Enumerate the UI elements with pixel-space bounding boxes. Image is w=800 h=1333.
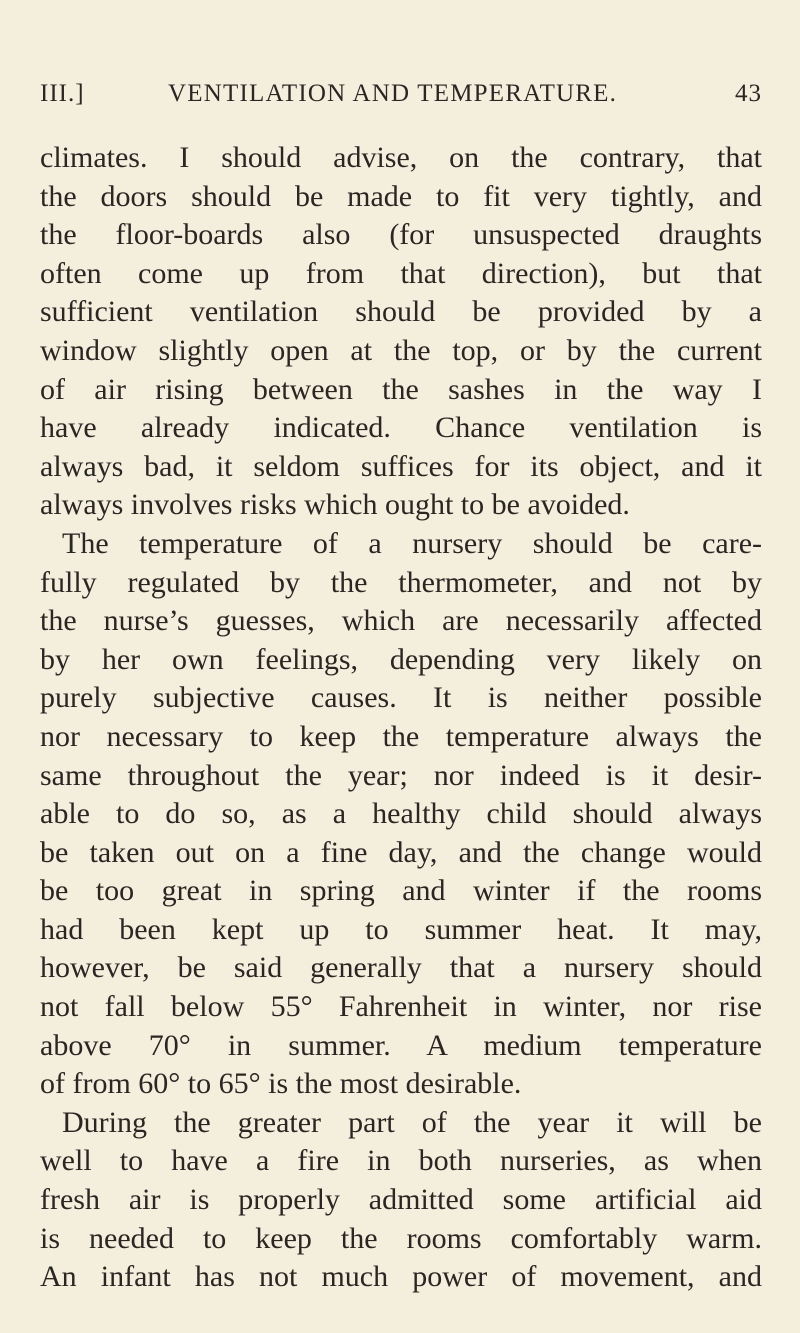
paragraph-start-line: The temperature of a nursery should be care- xyxy=(62,526,762,560)
text-line: able to do so, as a healthy child should always xyxy=(40,797,762,831)
text-line: same throughout the year; nor indeed is it desir- xyxy=(40,758,762,792)
text-line: nor necessary to keep the temperature always the xyxy=(40,719,762,753)
text-line: of air rising between the sashes in the way I xyxy=(40,372,762,406)
text-line: however, be said generally that a nursery should xyxy=(40,951,762,985)
text-line: sufficient ventilation should be provided by a xyxy=(40,295,762,329)
text-line: the nurse’s guesses, which are necessarily affected xyxy=(40,604,762,638)
running-title: VENTILATION AND TEMPERATURE. xyxy=(168,80,618,107)
text-line: by her own feelings, depending very likely on xyxy=(40,642,762,676)
text-line: fresh air is properly admitted some artificial aid xyxy=(40,1183,762,1217)
text-line: always involves risks which ought to be avoided. xyxy=(40,488,630,522)
running-head xyxy=(40,80,762,116)
text-line: climates. I should advise, on the contrary, that xyxy=(40,141,762,174)
text-line: the doors should be made to fit very tightly, and xyxy=(40,179,762,213)
text-line: be too great in spring and winter if the rooms xyxy=(40,874,762,908)
text-line: not fall below 55° Fahrenheit in winter, nor rise xyxy=(40,990,762,1024)
text-line: above 70° in summer. A medium temperature xyxy=(40,1028,762,1062)
text-line: have already indicated. Chance ventilation is xyxy=(40,411,762,445)
text-line: purely subjective causes. It is neither possible xyxy=(40,681,762,715)
text-line: fully regulated by the thermometer, and not by xyxy=(40,565,762,599)
text-line: the floor-boards also (for unsuspected draughts xyxy=(40,218,762,252)
chapter-number: III.] xyxy=(40,80,85,107)
text-line: always bad, it seldom suffices for its object, and it xyxy=(40,449,762,483)
body-text xyxy=(40,139,762,1297)
text-line: often come up from that direction), but that xyxy=(40,256,762,290)
text-line: An infant has not much power of movement, and xyxy=(40,1260,762,1294)
text-line: well to have a fire in both nurseries, as when xyxy=(40,1144,762,1178)
paragraph-start-line: During the greater part of the year it will be xyxy=(62,1105,762,1139)
text-line: had been kept up to summer heat. It may, xyxy=(40,912,762,946)
page-number: 43 xyxy=(735,80,762,107)
text-line: window slightly open at the top, or by the current xyxy=(40,333,762,367)
text-line: be taken out on a fine day, and the change would xyxy=(40,835,762,869)
text-line: is needed to keep the rooms comfortably warm. xyxy=(40,1221,762,1255)
text-line: of from 60° to 65° is the most desirable. xyxy=(40,1067,522,1101)
